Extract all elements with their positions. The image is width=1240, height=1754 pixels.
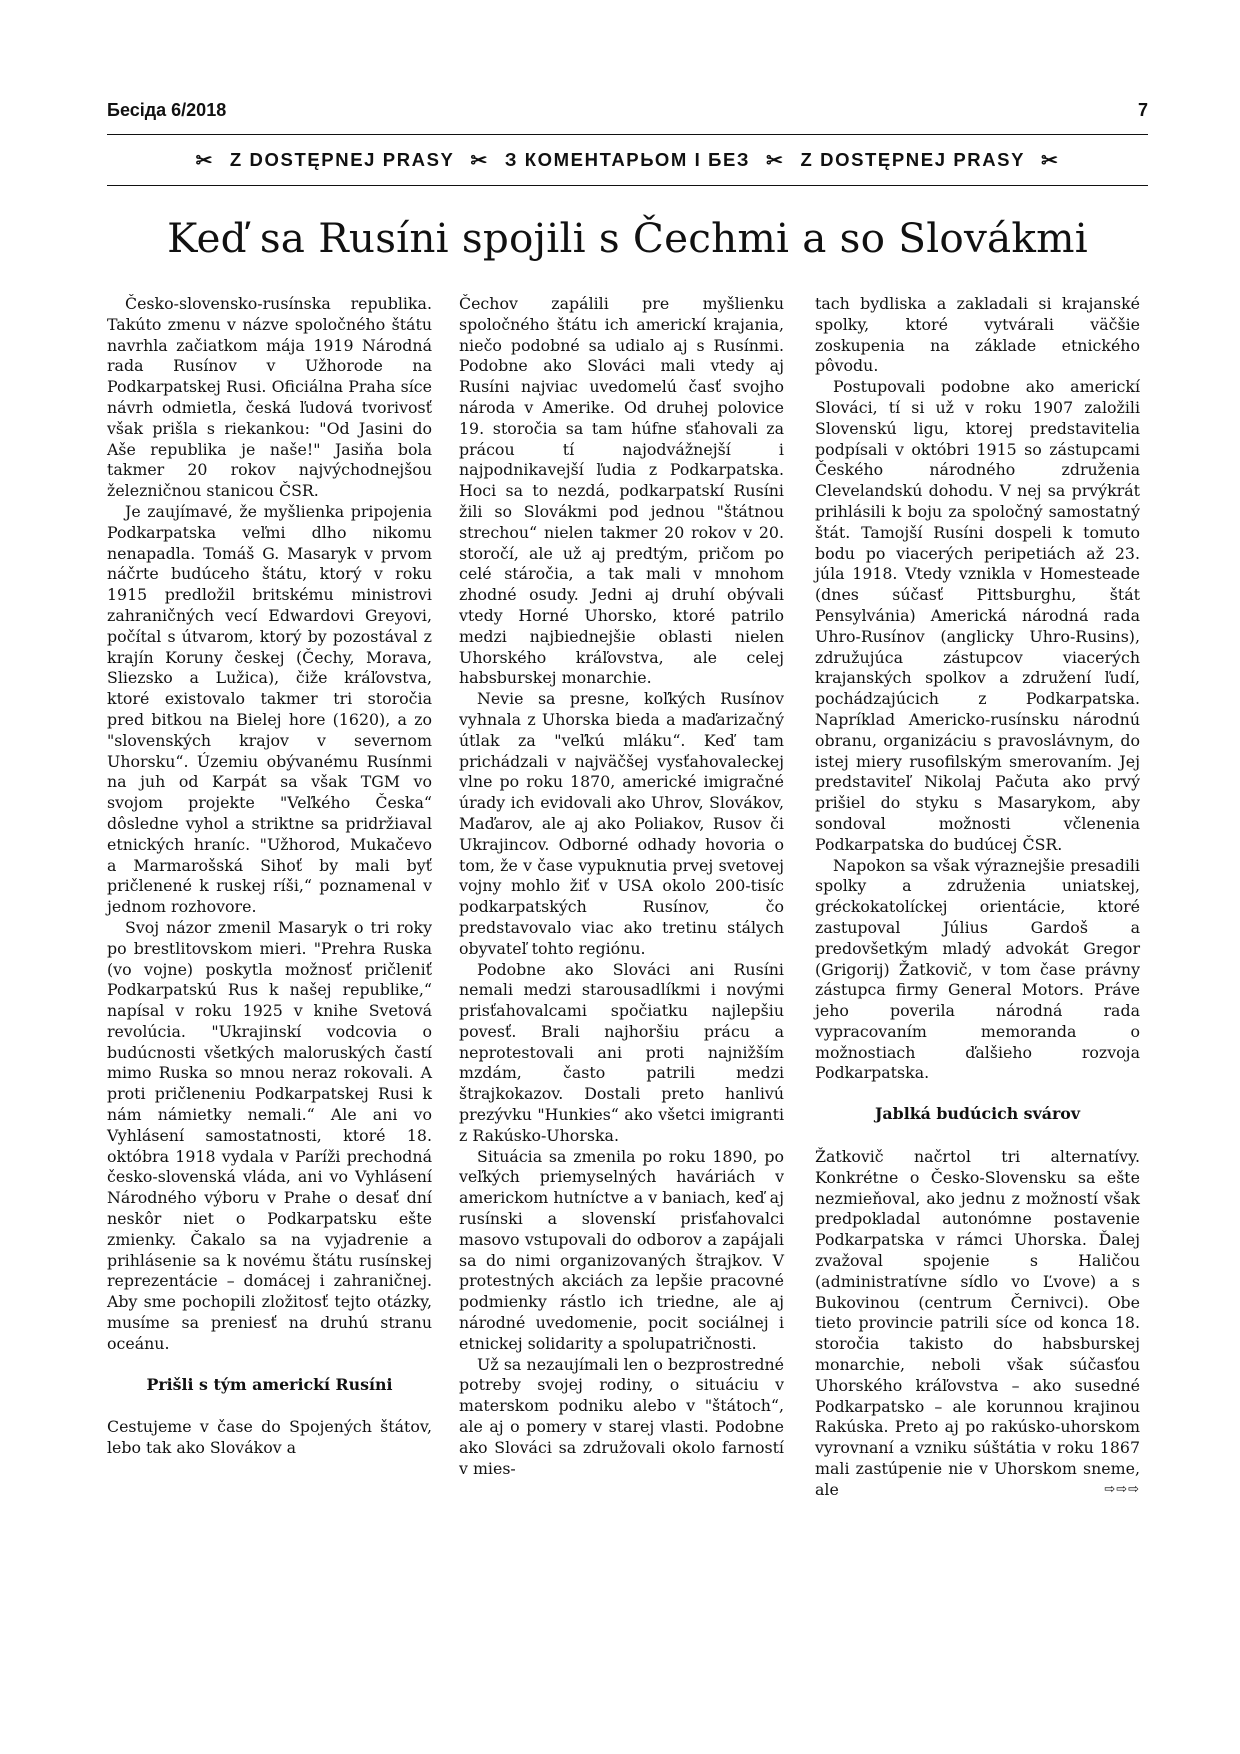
scissors-icon: ✂	[766, 149, 785, 172]
banner-text-middle: З КОМЕНТАРЬОМ І БЕЗ	[504, 149, 751, 170]
scissors-icon: ✂	[470, 149, 489, 172]
page-number: 7	[1137, 100, 1148, 120]
arrow-right-icon: ⇨⇨⇨	[1104, 1481, 1140, 1497]
article-column-2	[459, 294, 784, 1479]
running-head	[107, 100, 1148, 124]
paragraph: Napokon sa však výraznejšie presadili spolky a združenia uniatskej, gréckokatolíckej orientácie, ktoré zastupoval Július Gardoš a predovšetkým mladý advokát Gregor (Grigorij) Žatkovič, v tom čase právny zástupca firmy General Motors. Práve jeho poverila národná rada vypracovaním memoranda o možnostiach ďalšieho rozvoja Podkarpatska.	[815, 855, 1140, 1083]
banner-text-left: Z DOSTĘPNEJ PRASY	[229, 149, 455, 170]
scissors-icon: ✂	[195, 149, 214, 172]
paragraph: Nevie sa presne, koľkých Rusínov vyhnala z Uhorska bieda a maďarizačný útlak za "veľkú mláku“. Keď tam prichádzali v najväčšej vysťahovaleckej vlne po roku 1870, americké imigračné úrady ich evidovali ako Uhrov, Slovákov, Maďarov, ale aj ako Poliakov, Rusov či Ukrajincov. Odborné odhady hovoria o tom, že v čase vypuknutia prvej svetovej vojny mohlo žiť v USA okolo 200-tisíc podkarpatských Rusínov, čo predstavovalo viac ako tretinu stálych obyvateľ tohto regiónu.	[459, 689, 784, 958]
article-column-1	[107, 294, 432, 1459]
article-title: Keď sa Rusíni spojili s Čechmi a so Slovákmi	[167, 214, 1088, 262]
issue-label: Бесіда 6/2018	[107, 100, 227, 120]
paragraph: Už sa nezaujímali len o bezprostredné potreby svojej rodiny, o situáciu v materskom podniku alebo v "štátoch“, ale aj o pomery v starej vlasti. Podobne ako Slováci sa združovali okolo farností v mies-	[459, 1354, 784, 1478]
paragraph-text: Žatkovič načrtol tri alternatívy. Konkrétne o Česko-Slovensku sa ešte nezmieňoval, ako jednu z možností však predpokladal autonómne postavenie Podkarpatska v rámci Uhorska. Ďalej zvažoval spojenie s Haličou (administratívne sídlo vo Ľvove) a s Bukovinou (centrum Černivci). Obe tieto provincie patrili síce od konca 18. storočia takisto do habsburskej monarchie, neboli však súčasťou Uhorského kráľovstva – ako susedné Podkarpatsko – ale korunnou krajinou Rakúska. Preto aj po rakúsko-uhorskom vyrovnaní a vzniku súštátia v roku 1867 mali zastúpenie nie v Uhorskom sneme, ale	[815, 1147, 1140, 1499]
paragraph: Postupovali podobne ako americkí Slováci, tí si už v roku 1907 založili Slovenskú ligu, ktorej predstavitelia podpísali v októbri 1915 so zástupcami Českého národného združenia Clevelandskú dohodu. V nej sa prvýkrát prihlásili k boju za spoločný samostatný štát. Tamojší Rusíni dospeli k tomuto bodu po viacerých peripetiách až 23. júla 1918. Vtedy vznikla v Homesteade (dnes súčasť Pittsburghu, štát Pensylvánia) Americká národná rada Uhro-Rusínov (anglicky Uhro-Rusins), združujúca zástupcov viacerých krajanských spolkov a združení ľudí, pochádzajúcich z Podkarpatska. Napríklad Americko-rusínsku národnú obranu, organizáciu s pravoslávnym, do istej miery rusofilským smerovaním. Jej predstaviteľ Nikolaj Pačuta ako prvý prišiel do styku s Masarykom, aby sondoval možnosti včlenenia Podkarpatska do budúcej ČSR.	[815, 377, 1140, 854]
section-banner	[107, 134, 1148, 186]
paragraph: Situácia sa zmenila po roku 1890, po veľkých priemyselných haváriách v americkom hutníctve a v baniach, keď aj rusínski a slovenskí prisťahovalci masovo vstupovali do odborov a zapájali sa do nimi organizovaných štrajkov. V protestných akciách za lepšie pracovné podmienky rástlo ich triedne, ale aj národné uvedomenie, pocit sociálnej i etnickej solidarity a spolupatričnosti.	[459, 1146, 784, 1353]
paragraph: Cestujeme v čase do Spojených štátov, lebo tak ako Slovákov a	[107, 1417, 432, 1458]
paragraph: Podobne ako Slováci ani Rusíni nemali medzi starousadlíkmi i novými prisťahovalcami spočiatku najlepšiu povesť. Brali najhoršiu prácu a neprotestovali ani proti najnižším mzdám, často patrili medzi štrajkokazov. Dostali preto hanlivú prezývku "Hunkies“ ako všetci imigranti z Rakúsko-Uhorska.	[459, 959, 784, 1145]
paragraph: Je zaujímavé, že myšlienka pripojenia Podkarpatska veľmi dlho nikomu nenapadla. Tomáš G. Masaryk v prvom náčrte budúceho štátu, ktorý v roku 1915 predložil britskému ministrovi zahraničných vecí Edwardovi Greyovi, počítal s útvarom, ktorý by pozostával z krajín Koruny českej (Čechy, Morava, Sliezsko a Lužica), čiže kráľovstva, ktoré existovalo takmer tri storočia pred bitkou na Bielej hore (1620), a zo "slovenských krajov v severnom Uhorsku“. Územiu obývanému Rusínmi na juh od Karpát sa však TGM vo svojom projekte "Veľkého Česka“ dôsledne vyhol a striktne sa pridržiaval etnických hraníc. "Užhorod, Mukačevo a Marmarošská Sihoť by mali byť pričlenené k ruskej ríši,“ poznamenal v jednom rozhovore.	[107, 501, 432, 917]
paragraph: Čechov zapálili pre myšlienku spoločného štátu ich americkí krajania, niečo podobné sa udialo aj s Rusínmi. Podobne ako Slováci mali vtedy aj Rusíni najviac uvedomelú časť svojho národa v Amerike. Od druhej polovice 19. storočia sa tam húfne sťahovali za prácou tí najodvážnejší i najpodnikavejší ľudia z Podkarpatska. Hoci sa to nezdá, podkarpatskí Rusíni žili so Slovákmi pod jednou "štátnou strechou“ nielen takmer 20 rokov v 20. storočí, ale už aj predtým, pričom po celé stáročia, a tak mali v mnohom zhodné osudy. Jedni aj druhí obývali vtedy Horné Uhorsko, ktoré patrilo medzi najbiednejšie oblasti nielen Uhorského kráľovstva, ale celej habsburskej monarchie.	[459, 294, 784, 688]
banner-text-right: Z DOSTĘPNEJ PRASY	[800, 149, 1026, 170]
subheading: Jablká budúcich svárov	[874, 1104, 1081, 1124]
paragraph: tach bydliska a zakladali si krajanské spolky, ktoré vytvárali väčšie zoskupenia na základe etnického pôvodu.	[815, 294, 1140, 376]
paragraph: Česko-slovensko-rusínska republika. Takúto zmenu v názve spoločného štátu navrhla začiatkom mája 1919 Národná rada Rusínov v Užhorode na Podkarpatskej Rusi. Oficiálna Praha síce návrh odmietla, česká ľudová tvorivosť však prišla s riekankou: "Od Jasini do Aše republika je naše!" Jasiňa bola takmer 20 rokov najvýchodnejšou železničnou stanicou ČSR.	[107, 294, 432, 501]
scissors-icon: ✂	[1041, 149, 1060, 172]
paragraph	[815, 1147, 1140, 1501]
paragraph: Svoj názor zmenil Masaryk o tri roky po brestlitovskom mieri. "Prehra Ruska (vo vojne) poskytla možnosť pričleniť Podkarpatskú Rus k našej republike,“ napísal v roku 1925 v knihe Svetová revolúcia. "Ukrajinskí vodcovia o budúcnosti všetkých maloruských častí mimo Ruska so mnou neraz rokovali. A proti pričleneniu Podkarpatskej Rusi k nám námietky nemali.“ Ale ani vo Vyhlásení samostatnosti, ktoré 18. októbra 1918 vydala v Paríži prechodná česko-slovenská vláda, ani vo Vyhlásení Národného výboru v Prahe o desať dní neskôr niet o Podkarpatsku ešte zmienky. Čakalo sa na vyjadrenie a prihlásenie sa k novému štátu rusínskej reprezentácie – domácej i zahraničnej. Aby sme pochopili zložitosť tejto otázky, musíme sa preniesť na druhú stranu oceánu.	[107, 917, 432, 1353]
article-column-3	[815, 294, 1140, 1501]
subheading: Prišli s tým americkí Rusíni	[146, 1374, 393, 1394]
